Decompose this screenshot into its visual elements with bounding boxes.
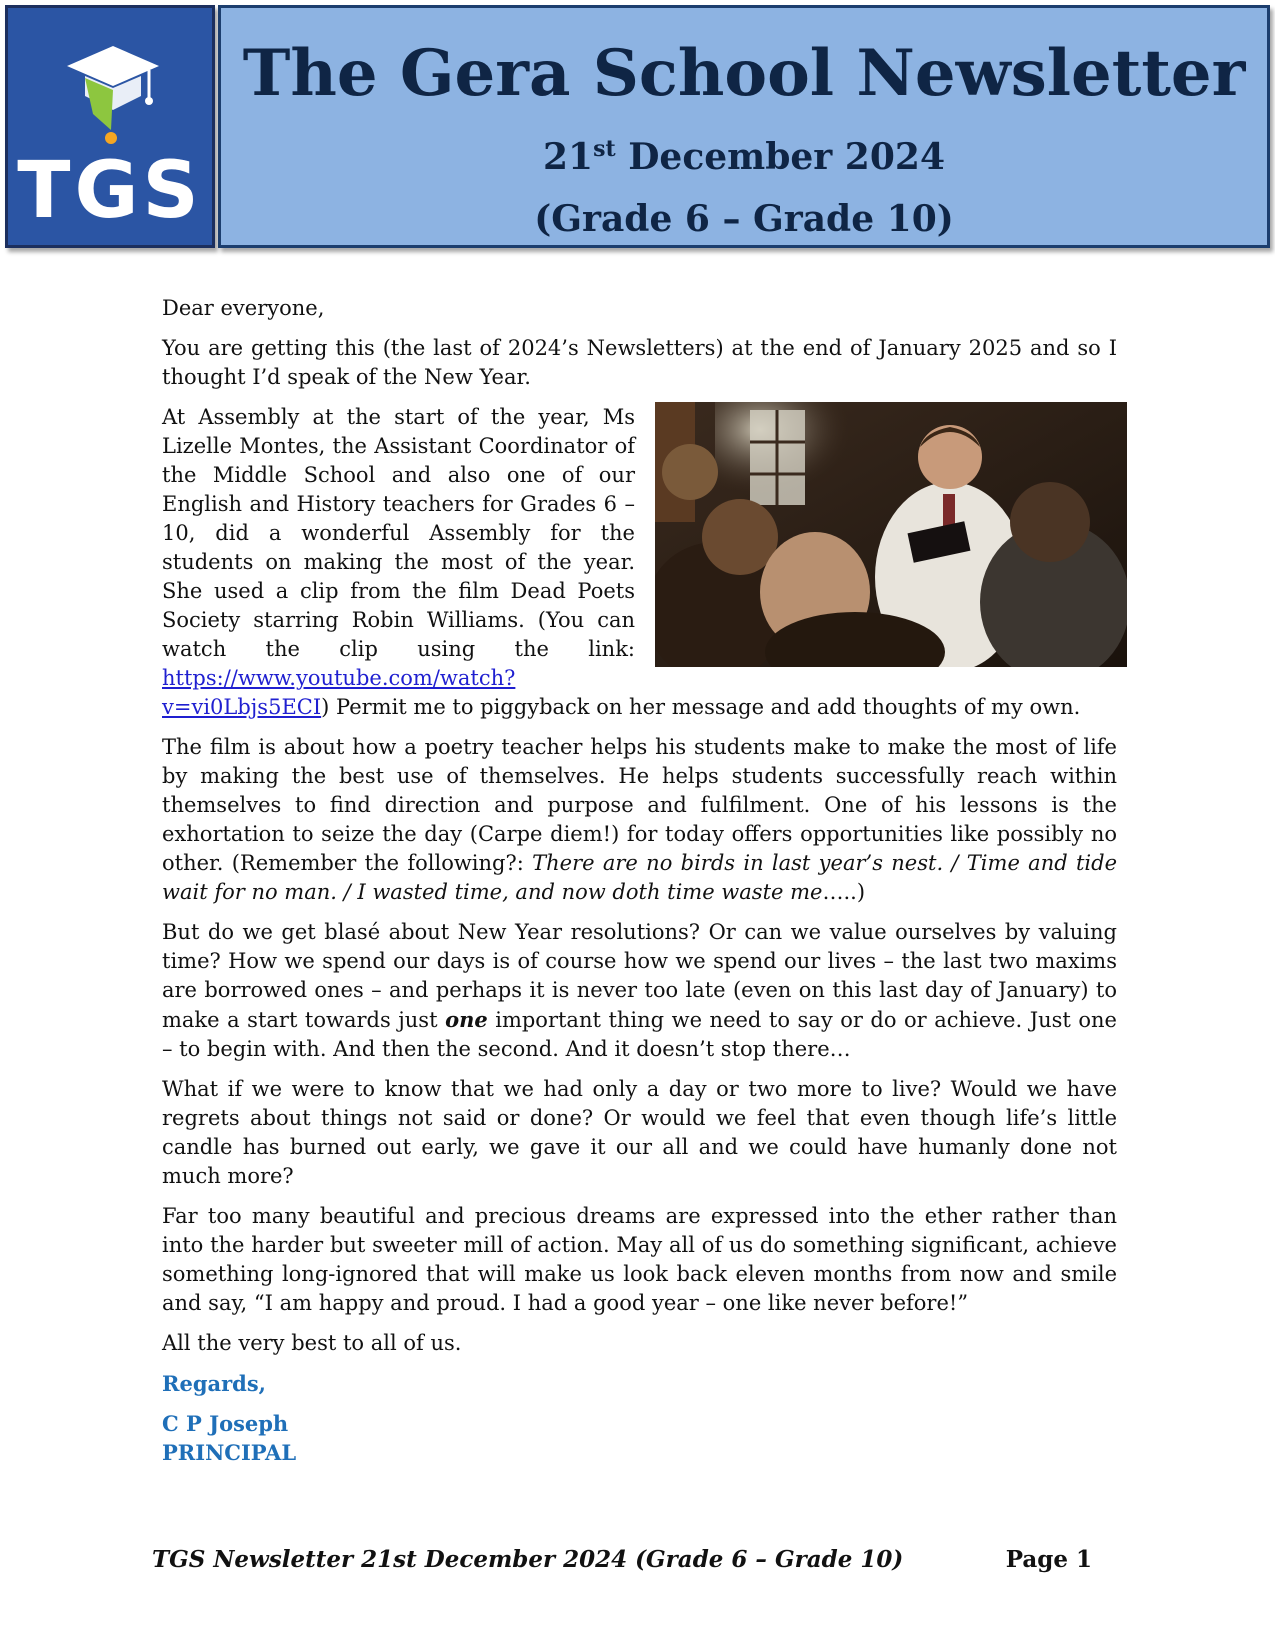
signature-block bbox=[162, 1409, 1117, 1467]
date-day: 21 bbox=[542, 136, 594, 178]
youtube-link[interactable]: https://www.youtube.com/watch?v=vi0Lbjs5ECI bbox=[162, 666, 516, 719]
logo-text: TGS bbox=[17, 146, 203, 236]
newsletter-grades: (Grade 6 – Grade 10) bbox=[534, 198, 954, 240]
graduation-cap-icon bbox=[63, 38, 163, 148]
resolutions-text-after: important thing we need to say or do or achieve. Just one – to begin with. And then the second. And it doesn’t stop there… bbox=[162, 1008, 1117, 1061]
emphasis-one: one bbox=[445, 1007, 488, 1032]
resolutions-text: But do we get blasé about New Year resolutions? Or can we value ourselves by valuing time? How we spend our days is of course how we spend our lives – the last two maxims are borrowed ones – and perhaps it is never too late (even on this last day of January) to make a start towards just bbox=[162, 920, 1117, 1032]
paragraph-dreams: Far too many beautiful and precious dreams are expressed into the ether rather than into the harder but sweeter mill of action. May all of us do something significant, achieve something long-ignored that will make us look back eleven months from now and smile and say, “I am happy and proud. I had a good year – one like never before!” bbox=[162, 1204, 1117, 1315]
date-suffix: st bbox=[593, 136, 616, 162]
paragraph-intro: You are getting this (the last of 2024’s Newsletters) at the end of January 2025 and so I thought I’d speak of the New Year. bbox=[162, 336, 1117, 389]
signer-name: C P Joseph bbox=[162, 1411, 289, 1436]
footer-title: TGS Newsletter 21st December 2024 (Grade 6 – Grade 10) bbox=[152, 1546, 904, 1573]
classroom-photo-image bbox=[655, 402, 1127, 667]
film-quotes: There are no birds in last year’s nest. / Time and tide wait for no man. / I wasted time, and now doth time waste me bbox=[162, 851, 1117, 904]
letter-body bbox=[162, 294, 1117, 1467]
paragraph-best-wishes: All the very best to all of us. bbox=[162, 1331, 462, 1355]
newsletter-date bbox=[221, 136, 1267, 178]
newsletter-title: The Gera School Newsletter bbox=[242, 36, 1246, 111]
date-rest: December 2024 bbox=[615, 136, 945, 178]
paragraph-film bbox=[162, 733, 1117, 907]
regards: Regards, bbox=[162, 1371, 266, 1396]
page-number: Page 1 bbox=[1005, 1546, 1092, 1573]
paragraph-what-if: What if we were to know that we had only a day or two more to live? Would we have regrets about things not said or done? Or would we feel that even though life’s little candle has burned out early, we gave it our all and we could have humanly done not much more? bbox=[162, 1077, 1117, 1188]
film-text: The film is about how a poetry teacher helps his students make to make the most of life by making the best use of themselves. He helps students successfully reach within themselves to find direction and purpose and fulfilment. One of his lessons is the exhortation to seize the day (Carpe diem!) for today offers opportunities like possibly no other. (Remember the following?: bbox=[162, 735, 1117, 875]
classroom-photo bbox=[655, 402, 1127, 667]
school-logo bbox=[5, 5, 215, 248]
signer-title: PRINCIPAL bbox=[162, 1440, 297, 1465]
assembly-text-after: ) Permit me to piggyback on her message and add thoughts of my own. bbox=[321, 695, 1081, 719]
greeting: Dear everyone, bbox=[162, 296, 325, 320]
paragraph-resolutions bbox=[162, 918, 1117, 1064]
page-footer bbox=[152, 1546, 1092, 1573]
assembly-text: At Assembly at the start of the year, Ms Lizelle Montes, the Assistant Coordinator of the Middle School and also one of our English and History teachers for Grades 6 – 10, did a wonderful Assembly for the students on making the most of the year. She used a clip from the film Dead Poets Society starring Robin Williams. (You can watch the clip using the link: bbox=[162, 405, 635, 661]
film-text-end: …..) bbox=[822, 880, 866, 904]
newsletter-banner bbox=[218, 5, 1270, 248]
